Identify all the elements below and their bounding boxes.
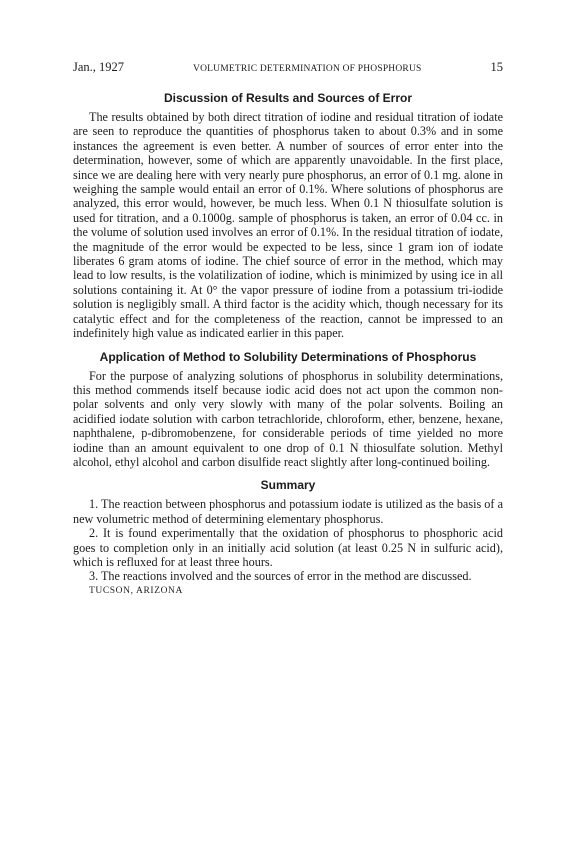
summary-item-2: 2. It is found experimentally that the oxidation of phosphorus to phosphoric acid goes to completion only in an initially acid solution (at least 0.25 N in sulfuric acid), which is refluxed for at least three hours. [73, 526, 503, 569]
application-heading: Application of Method to Solubility Determinations of Phosphorus [99, 349, 477, 364]
author-location: TUCSON, ARIZONA [89, 585, 183, 596]
running-title: VOLUMETRIC DETERMINATION OF PHOSPHORUS [193, 64, 422, 74]
summary-item-1: 1. The reaction between phosphorus and potassium iodate is utilized as the basis of a new volumetric method of determining elementary phosphorus. [73, 497, 503, 526]
summary-heading: Summary [260, 478, 316, 493]
application-paragraph: For the purpose of analyzing solutions of phosphorus in solubility determinations, this method commends itself because iodic acid does not act upon the common non-polar solvents and only very slowly with many of the polar solvents. Boiling an acidified iodate solution with carbon tetrachloride, chloroform, ether, benzene, hexane, naphthalene, p-dibromobenzene, for considerable periods of time yielded no more iodine than an amount equivalent to one drop of 0.1 N thiosulfate solution. Methyl alcohol, ethyl alcohol and carbon disulfide react slightly after long-continued boiling. [73, 368, 503, 469]
page-number: 15 [490, 60, 503, 74]
journal-page [73, 60, 503, 596]
running-head [73, 60, 503, 75]
discussion-paragraph: The results obtained by both direct titration of iodine and residual titration of iodate are seen to reproduce the quantities of phosphorus taken to about 0.3% and in some instances the agreement is even better. A number of sources of error enter into the determination, however, some of which are apparently unavoidable. In the first place, since we are dealing here with very nearly pure phosphorus, an error of 0.1 mg. alone in weighing the sample would entail an error of 0.1%. Where solutions of phosphorus are analyzed, this error would, however, be much less. When 0.1 N thiosulfate solution is used for titration, and a 0.1000g. sample of phosphorus is taken, an error of 0.04 cc. in the volume of solution used involves an error of 0.1%. In the residual titration of iodate, the magnitude of the error would be expected to be less, since 1 gram ion of iodate liberates 6 gram atoms of iodine. The chief source of error in the method, which may lead to low results, is the volatilization of iodine, which is minimized by using ice in all solutions containing it. At 0° the vapor pressure of iodine from a potassium tri-iodide solution is negligibly small. A third factor is the acidity which, though necessary for its catalytic effect and for the completeness of the reaction, cannot be impressed to an indefinitely high value as indicated earlier in this paper. [73, 110, 503, 341]
discussion-heading: Discussion of Results and Sources of Error [163, 91, 413, 105]
summary-item-3: 3. The reactions involved and the sources of error in the method are discussed. [89, 569, 472, 584]
issue-date: Jan., 1927 [73, 60, 125, 74]
